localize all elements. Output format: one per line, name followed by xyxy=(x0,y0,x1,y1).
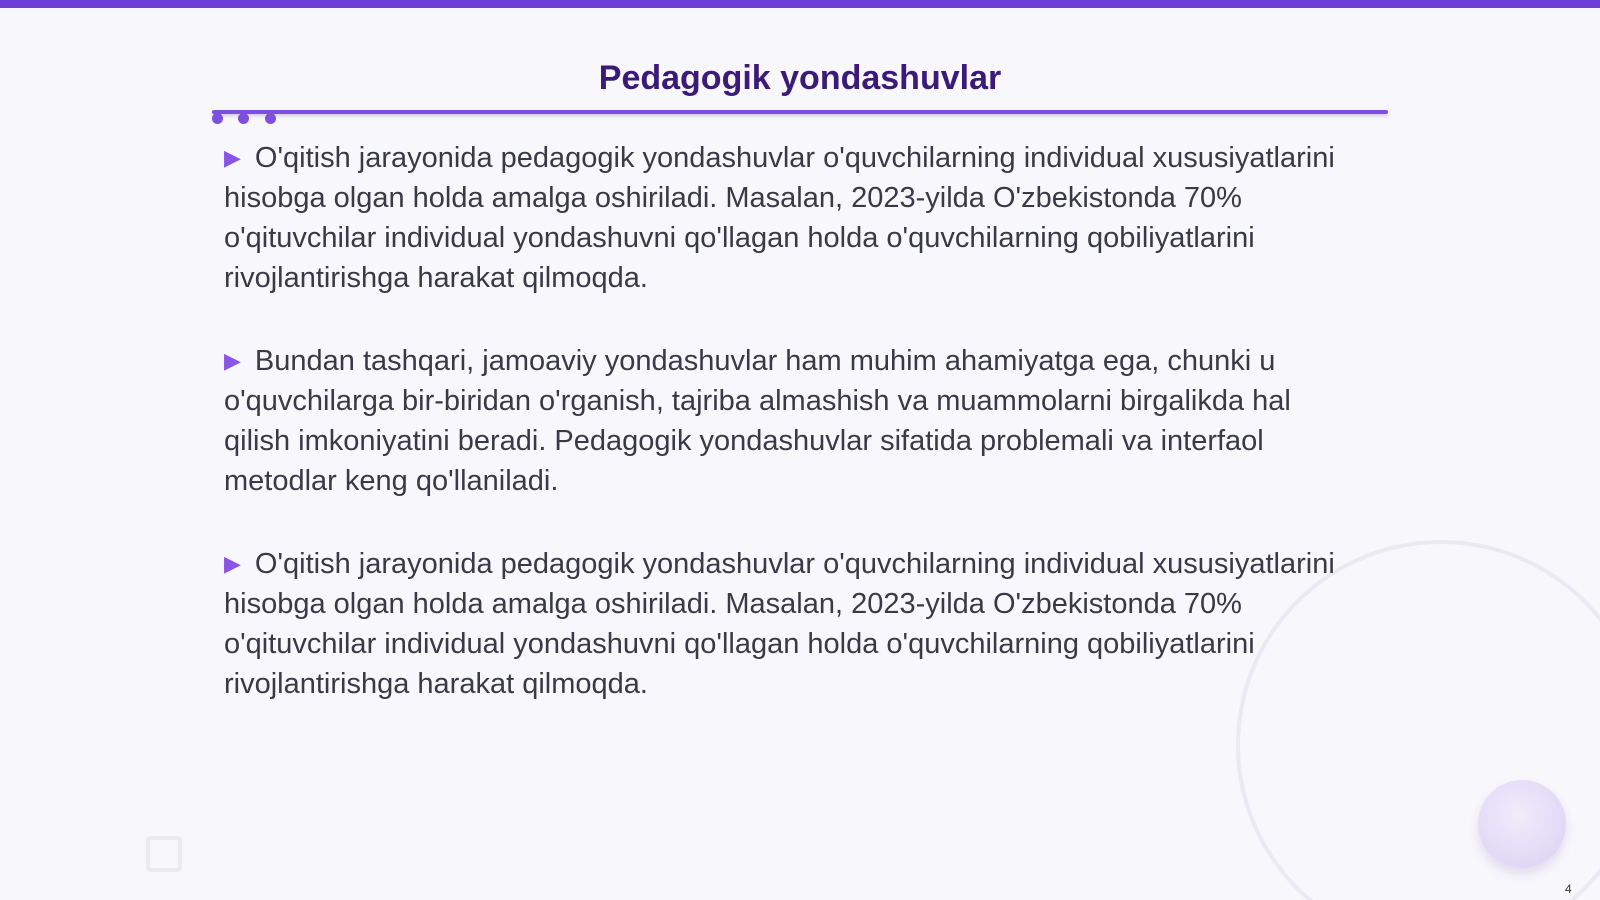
page-number: 4 xyxy=(1565,882,1572,896)
decorative-circle-small xyxy=(1478,780,1566,868)
bullet-paragraph-3 xyxy=(224,544,1364,704)
decorative-dot-1 xyxy=(212,113,223,124)
paragraph-text: O'qitish jarayonida pedagogik yondashuvlar o'quvchilarning individual xususiyatlarini hisobga olgan holda amalga oshiriladi. Masalan, 2023-yilda O'zbekistonda 70% o'qituvchilar individual yondashuvni qo'llagan holda o'quvchilarning qobiliyatlarini rivojlantirishga harakat qilmoqda. xyxy=(224,142,1335,294)
paragraph-text: Bundan tashqari, jamoaviy yondashuvlar ham muhim ahamiyatga ega, chunki u o'quvchilarga bir-biridan o'rganish, tajriba almashish va muammolarni birgalikda hal qilish imkoniyatini beradi. Pedagogik yondashuvlar sifatida problemali va interfaol metodlar keng qo'llaniladi. xyxy=(224,345,1291,497)
decorative-dot-3 xyxy=(265,113,276,124)
triangle-right-icon: ▶ xyxy=(224,348,241,373)
triangle-right-icon: ▶ xyxy=(224,551,241,576)
decorative-dot-2 xyxy=(238,113,249,124)
triangle-right-icon: ▶ xyxy=(224,145,241,170)
slide-title: Pedagogik yondashuvlar xyxy=(598,59,1002,97)
paragraph-text: O'qitish jarayonida pedagogik yondashuvlar o'quvchilarning individual xususiyatlarini hisobga olgan holda amalga oshiriladi. Masalan, 2023-yilda O'zbekistonda 70% o'qituvchilar individual yondashuvni qo'llagan holda o'quvchilarning qobiliyatlarini rivojlantirishga harakat qilmoqda. xyxy=(224,548,1335,700)
top-accent-bar xyxy=(0,0,1600,8)
bullet-paragraph-2 xyxy=(224,341,1364,501)
bullet-paragraph-1 xyxy=(224,138,1364,298)
slide-content xyxy=(224,138,1364,747)
decorative-square xyxy=(146,836,182,872)
title-underline xyxy=(212,110,1388,114)
